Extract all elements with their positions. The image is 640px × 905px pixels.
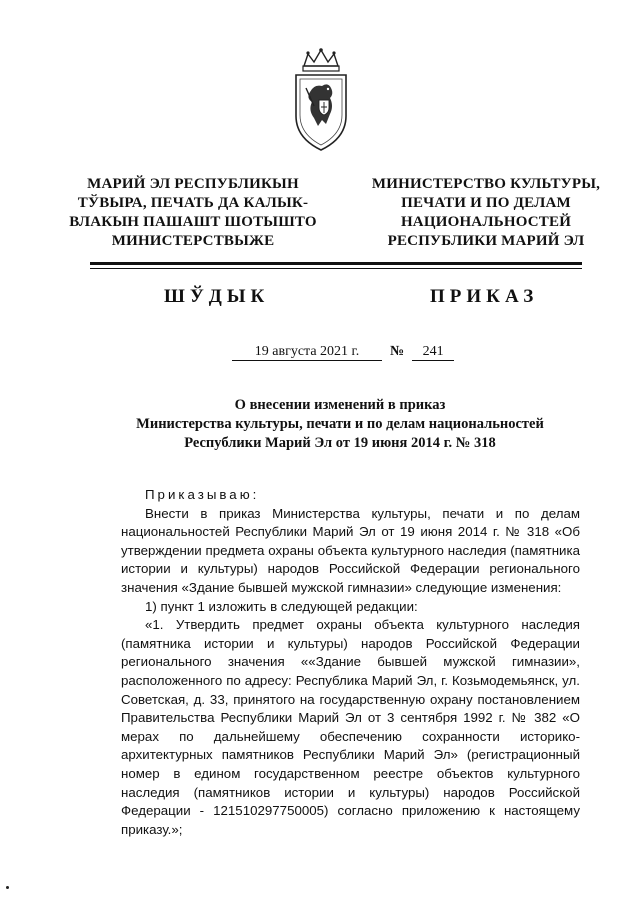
order-date-number (232, 344, 454, 361)
doc-type-mari: ШЎДЫК (164, 286, 270, 307)
title-line: О внесении изменений в приказ (234, 397, 446, 413)
header-right-line: МИНИСТЕРСТВО КУЛЬТУРЫ, (371, 176, 601, 192)
title-line: Министерства культуры, печати и по делам национальностей (136, 416, 544, 432)
number-sign: № (390, 344, 405, 359)
header-right-line: НАЦИОНАЛЬНОСТЕЙ (400, 214, 572, 230)
body-paragraph: Внести в приказ Министерства культуры, печати и по делам национальностей Республики Марий Эл от 19 июня 2014 г. № 318 «Об утверждении предмета охраны объекта культурного наследия (памятника истории и культуры) народов Российской Федерации регионального значения «Здание бывшей мужской гимназии» следующие изменения: (121, 505, 580, 595)
doc-type-russian: ПРИКАЗ (430, 286, 539, 307)
scan-mark (6, 886, 9, 889)
order-number: 241 (412, 344, 454, 361)
body-paragraph: 1) пункт 1 изложить в следующей редакции: (145, 598, 418, 614)
title-line: Республики Марий Эл от 19 июня 2014 г. № 318 (184, 435, 496, 451)
header-divider-thick (90, 262, 582, 265)
order-date: 19 августа 2021 г. (232, 344, 382, 361)
header-left-line: МИНИСТЕРСТВЫЖЕ (111, 233, 275, 249)
header-divider-thin (90, 268, 582, 269)
header-left-block (68, 175, 318, 251)
header-right-block (370, 175, 602, 251)
header-left-line: ВЛАКЫН ПАШАШТ ШОТЫШТО (69, 214, 317, 230)
prikazyvayu-line: Приказываю: (145, 487, 260, 502)
document-body (121, 486, 580, 839)
header-right-line: ПЕЧАТИ И ПО ДЕЛАМ (401, 195, 571, 211)
coat-of-arms-icon (290, 48, 352, 154)
header-left-line: МАРИЙ ЭЛ РЕСПУБЛИКЫН (87, 176, 299, 192)
document-title (100, 396, 580, 453)
header-right-line: РЕСПУБЛИКИ МАРИЙ ЭЛ (387, 233, 585, 249)
header-left-line: ТЎВЫРА, ПЕЧАТЬ ДА КАЛЫК- (77, 195, 309, 211)
body-paragraph: «1. Утвердить предмет охраны объекта культурного наследия (памятника истории и культуры) народов Российской Федерации регионального значения ««Здание бывшей мужской гимназии», расположенного по адресу: Республика Марий Эл, г. Козьмодемьянск, ул. Советская, д. 33, принятого на государственную охрану постановлением Правительства Республики Марий Эл от 3 сентября 1992 г. № 382 «О мерах по дальнейшему обеспечению сохранности историко-архитектурных памятников Республики Марий Эл» (регистрационный номер в едином государственном реестре объектов культурного наследия (памятников истории и культуры) народов Российской Федерации - 121510297750005) согласно приложению к настоящему приказу.»; (121, 617, 580, 837)
